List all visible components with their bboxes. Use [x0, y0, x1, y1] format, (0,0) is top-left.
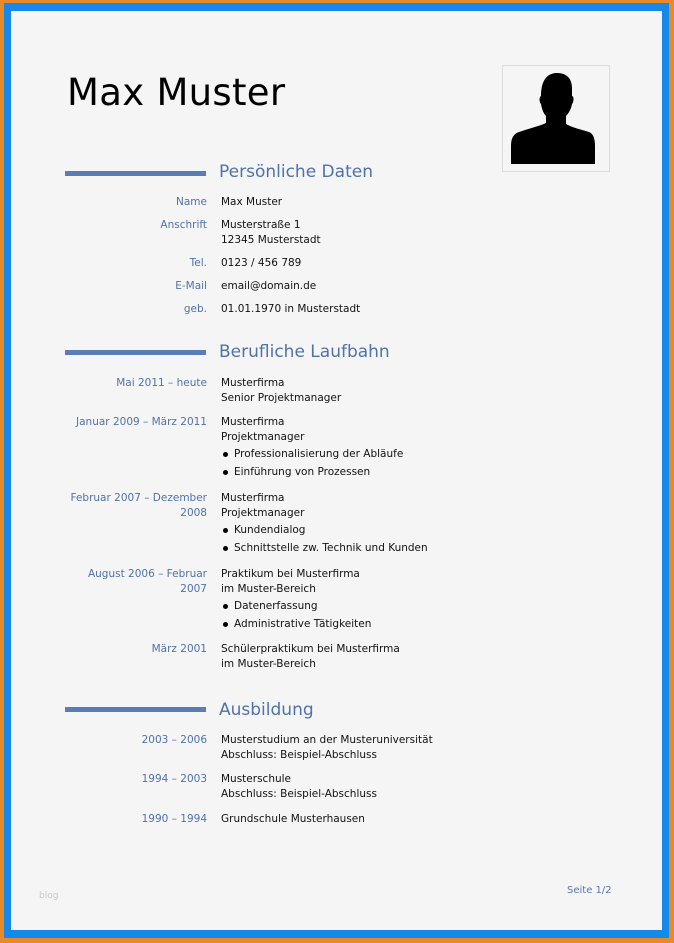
bullet-item: Administrative Tätigkeiten [221, 615, 371, 633]
label-phone: Tel. [189, 257, 207, 269]
value-email: email@domain.de [221, 280, 317, 292]
career-date: März 2001 [151, 643, 207, 655]
section-divider-bar [65, 350, 206, 355]
career-entry: Praktikum bei Musterfirma im Muster-Bereich Datenerfassung Administrative Tätigkeiten [221, 567, 371, 633]
section-title-personal: Persönliche Daten [219, 162, 373, 182]
education-date: 1990 – 1994 [141, 813, 207, 825]
label-email: E-Mail [175, 280, 207, 292]
bullet-item: Datenerfassung [221, 597, 371, 615]
label-birth: geb. [183, 303, 207, 315]
cv-page [11, 11, 662, 930]
section-title-career: Berufliche Laufbahn [219, 342, 390, 362]
person-silhouette-icon [503, 66, 609, 171]
bullet-item: Schnittstelle zw. Technik und Kunden [221, 539, 428, 557]
page-number: Seite 1/2 [567, 885, 612, 896]
education-entry: Grundschule Musterhausen [221, 813, 365, 825]
value-address: Musterstraße 1 12345 Musterstadt [221, 219, 321, 246]
education-date: 2003 – 2006 [141, 734, 207, 746]
value-phone: 0123 / 456 789 [221, 257, 302, 269]
page-title: Max Muster [67, 71, 286, 114]
education-entry: Musterschule Abschluss: Beispiel-Abschluss [221, 773, 377, 800]
career-entry: Musterfirma Senior Projektmanager [221, 377, 342, 404]
value-birth: 01.01.1970 in Musterstadt [221, 303, 361, 315]
watermark-text: blog [39, 891, 59, 901]
education-date: 1994 – 2003 [141, 773, 207, 785]
label-name: Name [176, 196, 207, 208]
career-entry: Musterfirma Projektmanager Professionalisierung der Abläufe Einführung von Prozessen [221, 415, 403, 481]
section-title-education: Ausbildung [219, 700, 314, 720]
career-entry: Musterfirma Projektmanager Kundendialog Schnittstelle zw. Technik und Kunden [221, 491, 428, 557]
education-entry: Musterstudium an der Musteruniversität Abschluss: Beispiel-Abschluss [221, 734, 433, 761]
profile-photo [502, 65, 610, 172]
career-date: Mai 2011 – heute [116, 377, 207, 389]
section-divider-bar [65, 707, 206, 712]
career-entry: Schülerpraktikum bei Musterfirma im Muster-Bereich [221, 643, 400, 670]
value-name: Max Muster [221, 196, 283, 208]
bullet-item: Einführung von Prozessen [221, 463, 403, 481]
bullet-item: Professionalisierung der Abläufe [221, 445, 403, 463]
label-address: Anschrift [160, 219, 207, 231]
bullet-item: Kundendialog [221, 521, 428, 539]
section-divider-bar [65, 171, 206, 176]
career-date: Januar 2009 – März 2011 [76, 416, 207, 428]
career-date: Februar 2007 – Dezember 2008 [70, 492, 207, 519]
career-date: August 2006 – Februar 2007 [87, 568, 207, 595]
